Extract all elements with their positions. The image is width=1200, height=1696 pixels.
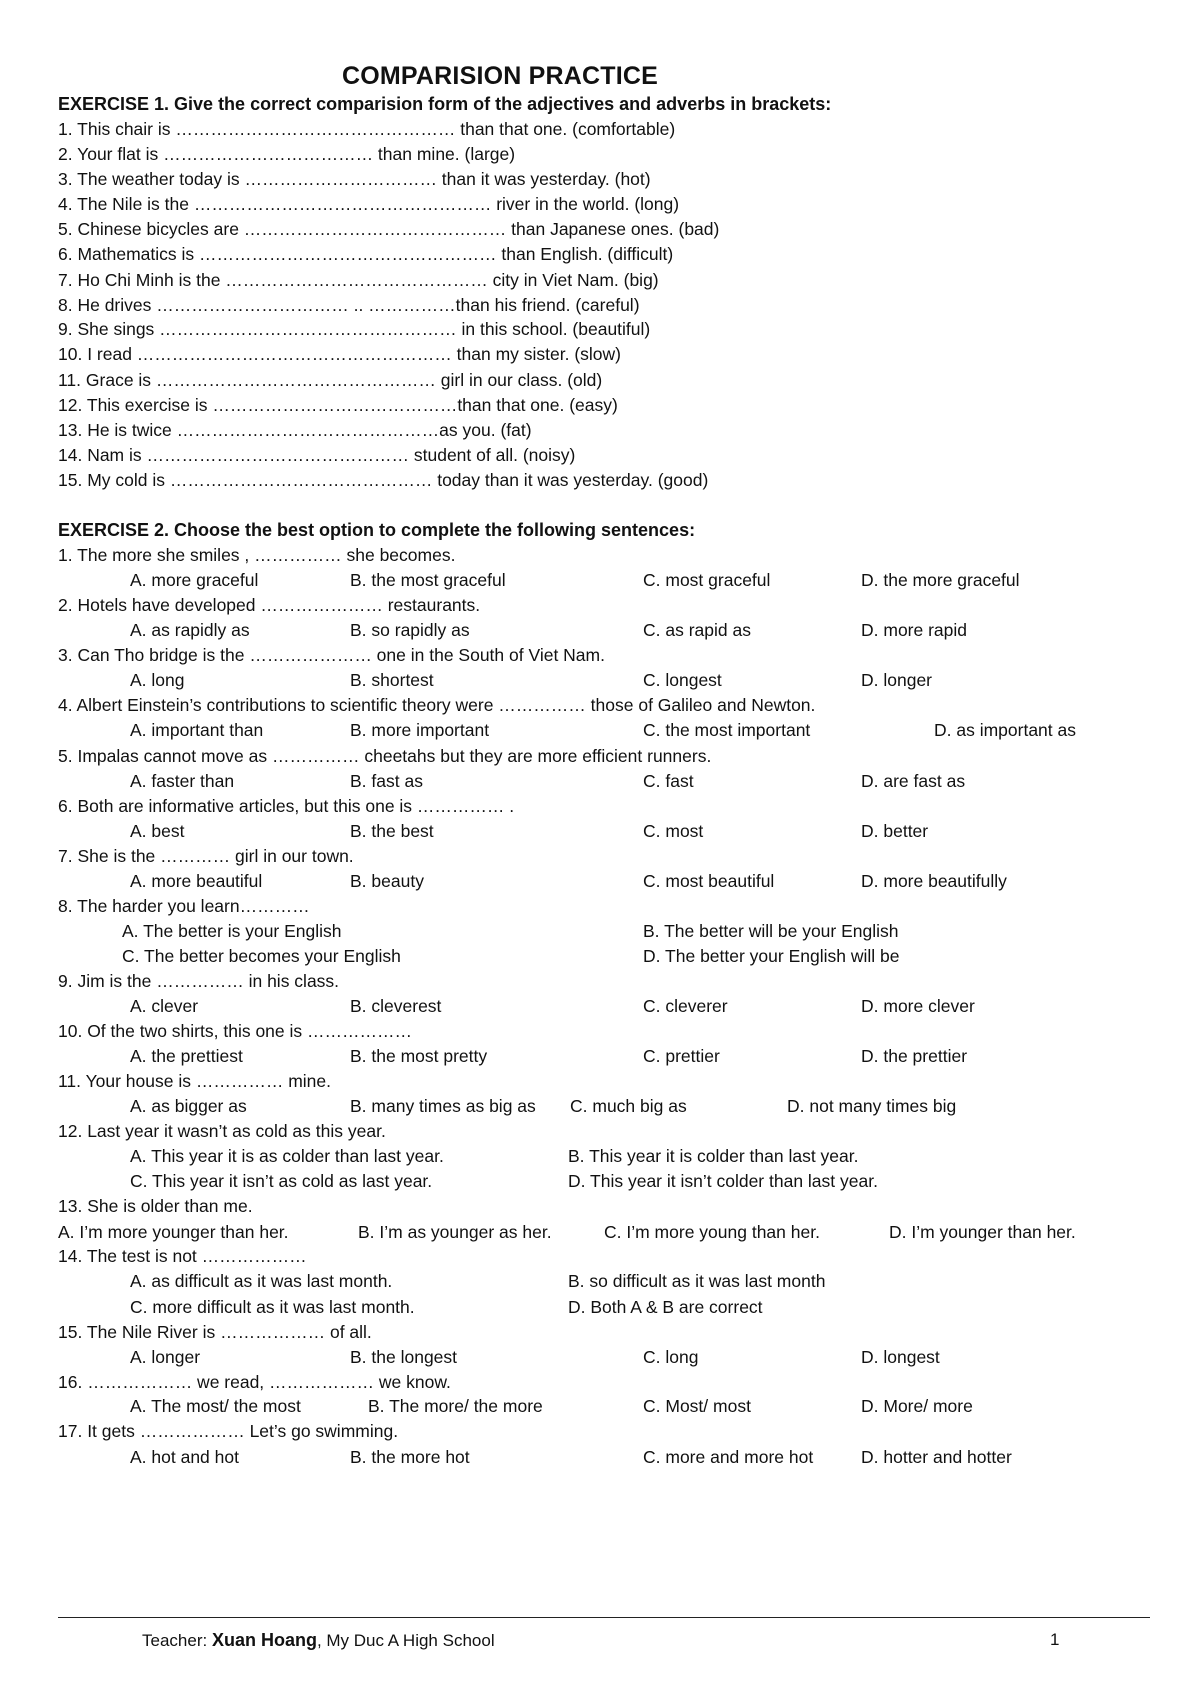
option-a: A. faster than [130,771,235,791]
question-text: 6. Both are informative articles, but this one is …………… . [58,796,515,816]
question-text: 17. It gets ……………… Let’s go swimming. [58,1421,399,1441]
question-text: 2. Hotels have developed ………………… restaurants. [58,595,481,615]
exercise1-item: 5. Chinese bicycles are ……………………………………… than Japanese ones. (bad) [58,219,720,239]
footer-prefix: Teacher: [142,1631,212,1650]
option-d: D. are fast as [861,771,966,791]
option-d: D. longest [861,1347,940,1367]
option-b: B. This year it is colder than last year. [568,1146,859,1166]
option-a: A. important than [130,720,264,740]
option-a: A. more graceful [130,570,259,590]
option-d: D. hotter and hotter [861,1447,1012,1467]
page-number: 1 [1050,1630,1060,1649]
exercise1-item: 13. He is twice ………………………………………as you. (fat) [58,420,532,440]
option-a: A. hot and hot [130,1447,239,1467]
option-b: B. beauty [350,871,424,891]
option-d: D. the more graceful [861,570,1020,590]
option-d: D. more rapid [861,620,968,640]
option-a: A. The better is your English [122,921,342,941]
option-c: C. more and more hot [643,1447,814,1467]
option-c: C. most beautiful [643,871,775,891]
exercise1-item: 2. Your flat is ……………………………… than mine. (large) [58,144,516,164]
footer-teacher-name: Xuan Hoang [211,1630,317,1650]
option-b: B. I’m as younger as her. [358,1222,552,1242]
option-a: A. The most/ the most [130,1396,301,1416]
exercise1-item: 7. Ho Chi Minh is the ……………………………………… city in Viet Nam. (big) [58,270,659,290]
page-title: COMPARISION PRACTICE [341,62,659,90]
option-b: B. many times as big as [350,1096,536,1116]
option-b: B. shortest [350,670,434,690]
option-d: D. the prettier [861,1046,968,1066]
option-b: B. the more hot [350,1447,470,1467]
question-text: 14. The test is not ……………… [58,1246,307,1266]
option-a: A. long [130,670,185,690]
option-d: D. longer [861,670,933,690]
option-a: A. more beautiful [130,871,263,891]
option-d: D. as important as [934,720,1076,740]
option-d: D. not many times big [787,1096,957,1116]
option-d: D. better [861,821,929,841]
option-c: C. This year it isn’t as cold as last year. [130,1171,433,1191]
exercise1-heading: EXERCISE 1. Give the correct comparision form of the adjectives and adverbs in brackets: [58,94,832,114]
exercise1-item: 14. Nam is ……………………………………… student of all. (noisy) [58,445,576,465]
option-a: A. longer [130,1347,201,1367]
exercise1-item: 12. This exercise is ……………………………………than that one. (easy) [58,395,618,415]
option-a: A. This year it is as colder than last year. [130,1146,444,1166]
option-d: D. Both A & B are correct [568,1297,763,1317]
option-c: C. much big as [570,1096,687,1116]
option-c: C. fast [643,771,694,791]
exercise1-item: 9. She sings …………………………………………… in this school. (beautiful) [58,319,651,339]
question-text: 16. ……………… we read, ……………… we know. [58,1372,451,1392]
option-a: A. clever [130,996,199,1016]
exercise1-item: 11. Grace is ………………………………………… girl in our class. (old) [58,370,603,390]
option-c: C. prettier [643,1046,720,1066]
option-b: B. more important [350,720,490,740]
option-c: C. the most important [643,720,811,740]
question-text: 5. Impalas cannot move as …………… cheetahs but they are more efficient runners. [58,746,712,766]
question-text: 9. Jim is the …………… in his class. [58,971,340,991]
option-d: D. more clever [861,996,975,1016]
question-text: 3. Can Tho bridge is the ………………… one in the South of Viet Nam. [58,645,605,665]
option-b: B. the best [350,821,434,841]
exercise2-heading: EXERCISE 2. Choose the best option to complete the following sentences: [58,520,696,540]
option-d: D. more beautifully [861,871,1007,891]
option-c: C. cleverer [643,996,728,1016]
option-a: A. the prettiest [130,1046,243,1066]
question-text: 8. The harder you learn………… [58,896,310,916]
question-text: 1. The more she smiles , …………… she becomes. [58,545,456,565]
option-c: C. Most/ most [643,1396,751,1416]
option-d: D. I’m younger than her. [889,1222,1076,1242]
option-a: A. as bigger as [130,1096,247,1116]
option-a: A. as rapidly as [130,620,250,640]
question-text: 10. Of the two shirts, this one is ……………… [58,1021,412,1041]
option-c: C. long [643,1347,699,1367]
option-d: D. The better your English will be [643,946,900,966]
exercise1-item: 8. He drives …………………………… .. ……………than his friend. (careful) [58,295,640,315]
exercise1-item: 15. My cold is ……………………………………… today than it was yesterday. (good) [58,470,709,490]
option-c: C. as rapid as [643,620,751,640]
option-d: D. This year it isn’t colder than last year. [568,1171,878,1191]
exercise1-item: 3. The weather today is …………………………… than it was yesterday. (hot) [58,169,651,189]
option-b: B. the most pretty [350,1046,488,1066]
exercise1-item: 4. The Nile is the …………………………………………… river in the world. (long) [58,194,680,214]
question-text: 13. She is older than me. [58,1196,253,1216]
option-b: B. so difficult as it was last month [568,1271,826,1291]
exercise1-item: 10. I read ……………………………………………… than my sister. (slow) [58,344,622,364]
option-b: B. fast as [350,771,423,791]
option-c: C. most graceful [643,570,771,590]
option-a: A. I’m more younger than her. [58,1222,289,1242]
option-d: D. More/ more [861,1396,973,1416]
option-b: B. The more/ the more [368,1396,543,1416]
question-text: 4. Albert Einstein’s contributions to scientific theory were …………… those of Galileo and Newton. [58,695,816,715]
question-text: 11. Your house is …………… mine. [58,1071,331,1091]
question-text: 7. She is the ………… girl in our town. [58,846,354,866]
question-text: 15. The Nile River is ……………… of all. [58,1322,372,1342]
exercise1-item: 6. Mathematics is …………………………………………… than English. (difficult) [58,244,674,264]
option-a: A. best [130,821,185,841]
footer-school: , My Duc A High School [316,1631,495,1650]
option-c: C. I’m more young than her. [604,1222,820,1242]
option-b: B. cleverest [350,996,442,1016]
option-c: C. more difficult as it was last month. [130,1297,415,1317]
question-text: 12. Last year it wasn’t as cold as this year. [58,1121,386,1141]
option-b: B. the most graceful [350,570,506,590]
footer-divider [58,1617,1150,1618]
footer-credit [142,1630,495,1651]
option-a: A. as difficult as it was last month. [130,1271,393,1291]
option-c: C. most [643,821,704,841]
option-b: B. so rapidly as [350,620,470,640]
option-b: B. The better will be your English [643,921,899,941]
exercise1-item: 1. This chair is ………………………………………… than that one. (comfortable) [58,119,676,139]
option-b: B. the longest [350,1347,458,1367]
option-c: C. longest [643,670,722,690]
option-c: C. The better becomes your English [122,946,401,966]
